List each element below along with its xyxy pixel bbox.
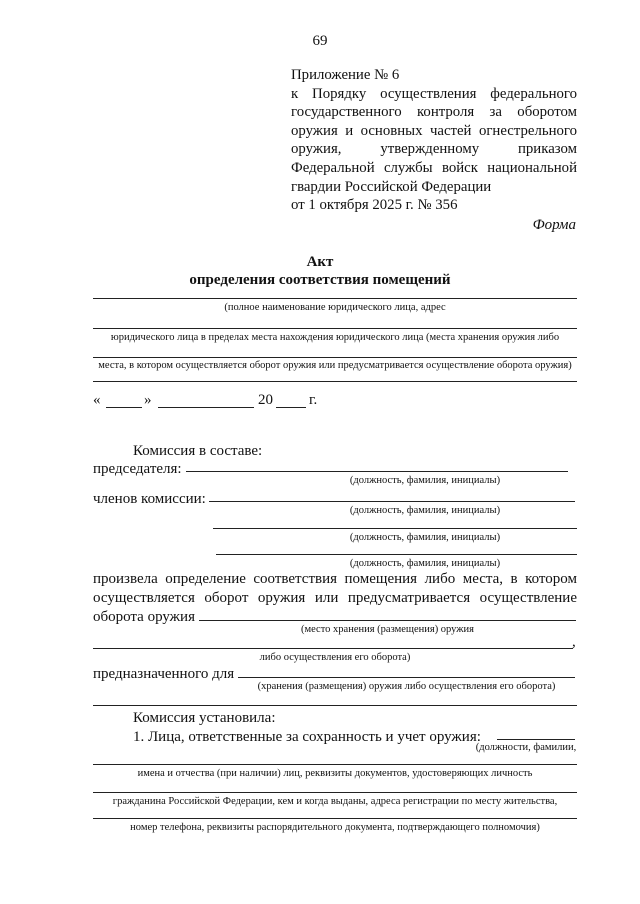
- purpose-field[interactable]: [238, 677, 575, 678]
- org-extra-field[interactable]: [93, 381, 577, 382]
- member-field-3[interactable]: [216, 554, 577, 555]
- date-year-field[interactable]: [276, 407, 306, 408]
- chairman-field[interactable]: [186, 471, 568, 472]
- org-caption-1: (полное наименование юридического лица, адрес: [224, 302, 446, 313]
- page-number: 69: [312, 33, 328, 49]
- appendix-line: оружия и основных частей огнестрельного: [291, 122, 577, 139]
- storage-place-caption: (место хранения (размещения) оружия: [300, 624, 474, 635]
- form-label: Форма: [532, 217, 576, 233]
- turnover-caption: либо осуществления его оборота): [259, 652, 411, 663]
- org-caption-2: юридического лица в пределах места нахождения юридического лица (места хранения оружия либо: [110, 332, 560, 343]
- chairman-label: председателя:: [93, 461, 182, 477]
- appendix-line: Федеральной службы войск национальной: [291, 159, 577, 176]
- responsible-field-3[interactable]: [93, 792, 577, 793]
- appendix-line: от 1 октября 2025 г. № 356: [291, 197, 458, 214]
- storage-place-field-2[interactable]: [93, 648, 573, 649]
- responsible-field[interactable]: [497, 739, 575, 740]
- act-subtitle: определения соответствия помещений: [189, 272, 451, 288]
- member-field-2[interactable]: [213, 528, 577, 529]
- storage-place-field[interactable]: [199, 620, 576, 621]
- established-heading: Комиссия установила:: [133, 710, 276, 726]
- org-name-field[interactable]: [93, 298, 577, 299]
- date-year-suffix: г.: [309, 392, 318, 408]
- purpose-field-2[interactable]: [93, 705, 577, 706]
- member-caption-3: (должность, фамилия, инициалы): [349, 558, 501, 569]
- determined-line-2: осуществляется оборот оружия или предусматривается осуществление: [93, 590, 577, 606]
- member-caption-2: (должность, фамилия, инициалы): [349, 532, 501, 543]
- member-field-1[interactable]: [209, 501, 575, 502]
- responsible-caption-1: (должности, фамилии,: [475, 742, 577, 753]
- responsible-caption-3: гражданина Российской Федерации, кем и когда выданы, адреса регистрации по месту жительства,: [112, 796, 558, 807]
- comma: ,: [572, 634, 576, 650]
- members-label: членов комиссии:: [93, 491, 206, 507]
- chairman-caption: (должность, фамилия, инициалы): [349, 475, 501, 486]
- purpose-caption: (хранения (размещения) оружия либо осуществления его оборота): [257, 681, 556, 692]
- org-caption-3: места, в котором осуществляется оборот оружия или предусматривается осуществление оборота оружия): [98, 360, 572, 371]
- responsible-caption-4: номер телефона, реквизиты распорядительного документа, подтверждающего полномочия): [130, 822, 540, 833]
- appendix-block: [291, 66, 577, 215]
- commission-heading: Комиссия в составе:: [133, 443, 263, 459]
- responsible-field-4[interactable]: [93, 818, 577, 819]
- org-address-field[interactable]: [93, 328, 577, 329]
- member-caption-1: (должность, фамилия, инициалы): [349, 505, 501, 516]
- determined-line-1: произвела определение соответствия помещения либо места, в котором: [93, 571, 577, 587]
- responsible-caption-2: имена и отчества (при наличии) лиц, реквизиты документов, удостоверяющих личность: [137, 768, 533, 779]
- org-location-field[interactable]: [93, 357, 577, 358]
- responsible-field-2[interactable]: [93, 764, 577, 765]
- date-open-quote: «: [93, 392, 101, 408]
- intended-for-label: предназначенного для: [93, 666, 235, 682]
- date-year-prefix: 20: [258, 392, 273, 408]
- appendix-line: Приложение № 6: [291, 67, 400, 83]
- act-title: Акт: [306, 254, 334, 270]
- date-day-field[interactable]: [106, 407, 142, 408]
- date-month-field[interactable]: [158, 407, 254, 408]
- appendix-line: к Порядку осуществления федерального: [291, 85, 577, 102]
- item-1-label: 1. Лица, ответственные за сохранность и учет оружия:: [133, 729, 481, 745]
- appendix-line: государственного контроля за оборотом: [291, 104, 577, 121]
- determined-line-3: оборота оружия: [93, 609, 195, 625]
- appendix-line: гвардии Российской Федерации: [291, 178, 492, 195]
- date-close-quote: »: [144, 392, 152, 408]
- appendix-line: оружия, утвержденному приказом: [291, 141, 577, 158]
